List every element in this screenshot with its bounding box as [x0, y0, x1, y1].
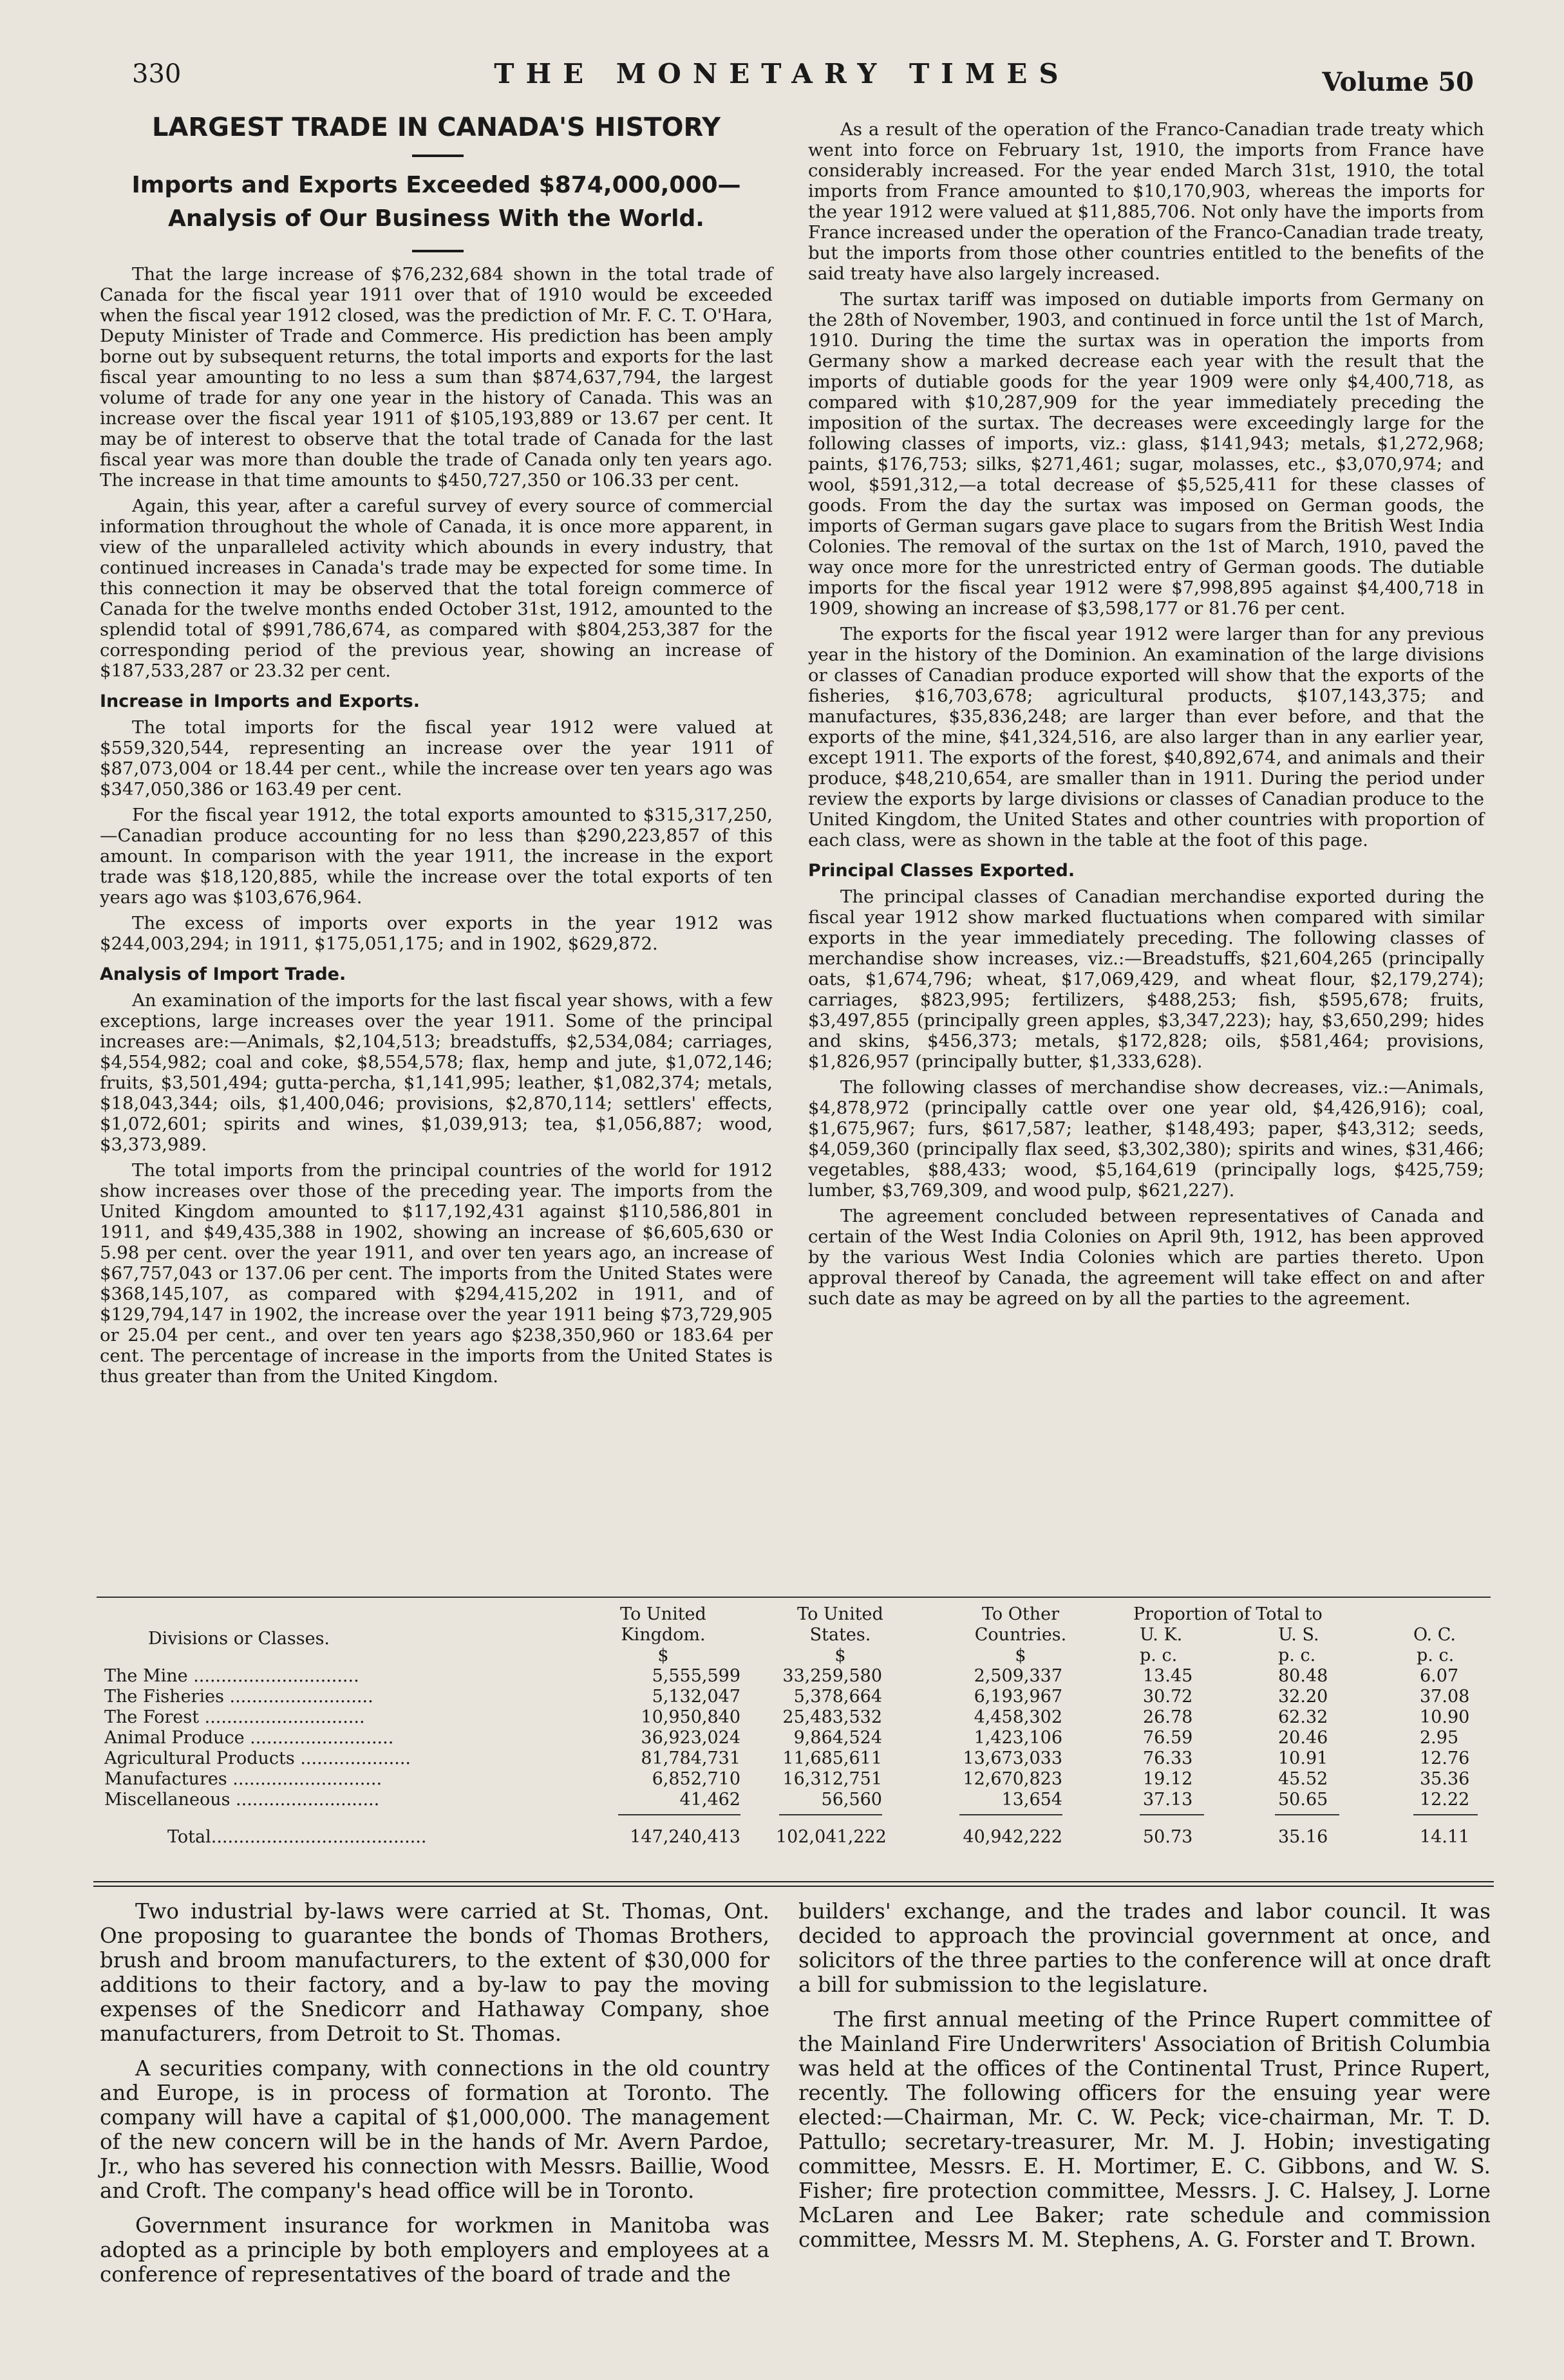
total-us: 102,041,222 — [776, 1827, 887, 1847]
total-label: Total....................................... — [167, 1827, 427, 1847]
row-label: Miscellaneous .......................... — [104, 1790, 380, 1810]
cell-p-uk: 76.59 — [1143, 1728, 1193, 1748]
news-item: Two industrial by-laws were carried at St. Thomas, Ont. One proposing to guarantee the bonds of Thomas Brothers, brush and broom manufacturers, to the extent of $30,000 for additions to their factory, and a by-law to pay the moving expenses of the Snedicorr and Hathaway Company, shoe manufacturers, from Detroit to St. Thomas. — [100, 1899, 769, 2046]
body-paragraph: The agreement concluded between representatives of Canada and certain of the West India Colonies on April 9th, 1912, has been approved by the various West India Colonies which are parties thereto. Upon approval thereof by Canada, the agreement will take effect on and after such date as may be agreed on by all the parties to the agreement. — [808, 1206, 1484, 1309]
total-rule — [779, 1814, 882, 1815]
news-column-left — [100, 1899, 769, 2297]
cell-p-oc: 12.22 — [1420, 1790, 1470, 1810]
total-uk: 147,240,413 — [630, 1827, 740, 1847]
header-divisions: Divisions or Classes. — [148, 1629, 330, 1649]
body-paragraph: The principal classes of Canadian merchandise exported during the fiscal year 1912 show marked fluctuations when compared with similar exports in the year immediately preceding. The following classes of merchandise show increases, viz.:—Breadstuffs, $21,604,265 (principally oats, $1,674,796; wheat, $17,069,429, and wheat flour, $2,179,274); carriages, $823,995; fertilizers, $488,253; fish, $595,678; fruits, $3,497,855 (principally green apples, $3,347,223); hay, $3,650,299; hides and skins, $456,373; metals, $172,828; oils, $581,464; provisions, $1,826,957 (principally butter, $1,333,628). — [808, 886, 1484, 1072]
running-head — [0, 53, 1564, 98]
cell-p-us: 20.46 — [1278, 1728, 1328, 1748]
cell-p-us: 62.32 — [1278, 1707, 1328, 1727]
cell-us: 25,483,532 — [782, 1707, 882, 1727]
body-paragraph: The surtax tariff was imposed on dutiable imports from Germany on the 28th of November, 1903, and continued in force until the 1st of March, 1910. During the time the surtax was in operation the imports from Germany show a marked decrease each year with the result that the imports of dutiable goods for the year 1909 were only $4,400,718, as compared with $10,287,909 for the year immediately preceding the imposition of the surtax. The decreases were exceedingly large for the following classes of imports, viz.: glass, $141,943; metals, $1,272,968; paints, $176,753; silks, $271,461; sugar, molasses, etc., $3,070,974; and wool, $591,312,—a total decrease of $5,525,411 for these classes of goods. From the day the surtax was imposed on German goods, the imports of German sugars gave place to sugars from the British West India Colonies. The removal of the surtax on the 1st of March, 1910, paved the way once more for the unrestricted entry of German goods. The dutiable imports for the fiscal year 1912 were $7,998,895 against $4,400,718 in 1909, showing an increase of $3,598,177 or 81.76 per cent. — [808, 289, 1484, 619]
header-proportion: Proportion of Total to — [1133, 1604, 1323, 1624]
cell-uk: 10,950,840 — [641, 1707, 740, 1727]
unit-us: $ — [834, 1645, 846, 1665]
cell-us: 33,259,580 — [782, 1666, 882, 1686]
cell-p-oc: 10.90 — [1420, 1707, 1470, 1727]
header-uk: To United Kingdom. — [620, 1604, 706, 1645]
journal-title: THE MONETARY TIMES — [494, 58, 1070, 89]
news-item: The first annual meeting of the Prince Rupert committee of the Mainland Fire Underwriters' Association of British Columbia was held at the offices of the Continental Trust, Prince Rupert, recently. The following officers for the ensuing year were elected:—Chairman, Mr. C. W. Peck; vice-chairman, Mr. T. D. Pattullo; secretary-treasurer, Mr. M. J. Hobin; investigating committee, Messrs. E. H. Mortimer, E. C. Gibbons, and W. S. Fisher; fire protection committee, Messrs. J. C. Halsey, J. Lorne McLaren and Lee Baker; rate schedule and commission committee, Messrs M. M. Stephens, A. G. Forster and T. Brown. — [798, 2007, 1491, 2252]
cell-uk: 5,555,599 — [652, 1666, 740, 1686]
body-paragraph: As a result of the operation of the Franco-Canadian trade treaty which went into force on February 1st, 1910, the imports from France have considerably increased. For the year ended March 31st, 1910, the total imports from France amounted to $10,170,903, whereas the imports for the year 1912 were valued at $11,885,706. Not only have the imports from France increased under the operation of the Franco-Canadian trade treaty, but the imports from those other countries entitled to the benefits of the said treaty have also largely increased. — [808, 119, 1484, 284]
exports-by-division-table — [97, 1604, 1491, 1881]
cell-other: 6,193,967 — [974, 1687, 1062, 1707]
article-title: LARGEST TRADE IN CANADA'S HISTORY — [151, 113, 721, 142]
section-heading: Principal Classes Exported. — [808, 861, 1075, 881]
header-p-oc: O. C. — [1413, 1625, 1456, 1645]
cell-p-oc: 2.95 — [1420, 1728, 1459, 1748]
body-paragraph: For the fiscal year 1912, the total exports amounted to $315,317,250,—Canadian produce accounting for no less than $290,223,857 of this amount. In comparison with the year 1911, the increase in the export trade was $18,120,885, while the increase over the total exports of ten years ago was $103,676,964. — [100, 805, 773, 908]
total-p-us: 35.16 — [1278, 1827, 1328, 1847]
body-paragraph: The total imports from the principal countries of the world for 1912 show increases over those of the preceding year. The imports from the United Kingdom amounted to $117,192,431 against $110,586,801 in 1911, and $49,435,388 in 1902, showing an increase of $6,605,630 or 5.98 per cent. over the year 1911, and over ten years ago, an increase of $67,757,043 or 137.06 per cent. The imports from the United States were $368,145,107, as compared with $294,415,202 in 1911, and of $129,794,147 in 1902, the increase over the year 1911 being $73,729,905 or 25.04 per cent., and over ten years ago $238,350,960 or 183.64 per cent. The percentage of increase in the imports from the United States is thus greater than from the United Kingdom. — [100, 1160, 773, 1387]
row-label: Agricultural Products .................... — [104, 1748, 411, 1768]
cell-p-us: 50.65 — [1278, 1790, 1328, 1810]
body-paragraph: The following classes of merchandise show decreases, viz.:—Animals, $4,878,972 (principally cattle over one year old, $4,426,916); coal, $1,675,967; furs, $617,587; leather, $148,493; paper, $43,312; seeds, $4,059,360 (principally flax seed, $3,302,380); spirits and wines, $31,466; vegetables, $88,433; wood, $5,164,619 (principally logs, $425,759; lumber, $3,769,309, and wood pulp, $621,227). — [808, 1077, 1484, 1201]
header-p-uk: U. K. — [1140, 1625, 1183, 1645]
unit-other: $ — [1015, 1645, 1026, 1665]
body-paragraph: The exports for the fiscal year 1912 were larger than for any previous year in the history of the Dominion. An examination of the large divisions or classes of Canadian produce exported will show that the exports of the fisheries, $16,703,678; agricultural products, $107,143,375; and manufactures, $35,836,248; are larger than ever before, and that the exports of the mine, $41,324,516, are also larger than in any earlier year, except 1911. The exports of the forest, $40,892,674, and animals and their produce, $48,210,654, are smaller than in 1911. During the period under review the exports by large divisions or classes of Canadian produce to the United Kingdom, the United States and other countries with proportion of each class, were as shown in the table at the foot of this page. — [808, 624, 1484, 850]
cell-p-uk: 37.13 — [1143, 1790, 1193, 1810]
unit-p-oc: p. c. — [1417, 1645, 1455, 1665]
body-paragraph: The total imports for the fiscal year 1912 were valued at $559,320,544, representing an increase over the year 1911 of $87,073,004 or 18.44 per cent., while the increase over ten years ago was $347,050,386 or 163.49 per cent. — [100, 717, 773, 800]
cell-uk: 81,784,731 — [641, 1748, 740, 1768]
cell-p-us: 32.20 — [1278, 1687, 1328, 1707]
cell-us: 16,312,751 — [782, 1769, 882, 1789]
row-label: Animal Produce .......................... — [104, 1728, 394, 1748]
total-p-oc: 14.11 — [1420, 1827, 1470, 1847]
row-label: The Forest ............................. — [104, 1707, 365, 1727]
total-rule — [618, 1814, 740, 1815]
row-label: The Fisheries .......................... — [104, 1687, 373, 1707]
right-column — [808, 119, 1484, 1314]
unit-uk: $ — [657, 1645, 669, 1665]
news-column-right — [798, 1899, 1491, 2262]
body-paragraph: Again, this year, after a careful survey of every source of commercial information throughout the whole of Canada, it is once more apparent, in view of the unparalleled activity which abounds in every industry, that continued increases in Canada's trade may be expected for some time. In this connection it may be observed that the total foreign commerce of Canada for the twelve months ended October 31st, 1912, amounted to the splendid total of $991,786,674, as compared with $804,253,387 for the corresponding period of the previous year, showing an increase of $187,533,287 or 23.32 per cent. — [100, 496, 773, 681]
cell-p-uk: 26.78 — [1143, 1707, 1193, 1727]
cell-uk: 36,923,024 — [641, 1728, 740, 1748]
cell-other: 12,670,823 — [963, 1769, 1062, 1789]
news-item: builders' exchange, and the trades and labor council. It was decided to approach the provincial government at once, and solicitors of the three parties to the conference will at once draft a bill for submission to the legislature. — [798, 1899, 1491, 1997]
news-item: A securities company, with connections in the old country and Europe, is in process of formation at Toronto. The company will have a capital of $1,000,000. The management of the new concern will be in the hands of Mr. Avern Pardoe, Jr., who has severed his connection with Messrs. Baillie, Wood and Croft. The company's head office will be in Toronto. — [100, 2056, 769, 2203]
cell-uk: 41,462 — [679, 1790, 740, 1810]
section-heading: Increase in Imports and Exports. — [100, 691, 420, 711]
cell-uk: 5,132,047 — [652, 1687, 740, 1707]
body-paragraph: That the large increase of $76,232,684 shown in the total trade of Canada for the fiscal year 1911 over that of 1910 would be exceeded when the fiscal year 1912 closed, was the prediction of Mr. F. C. T. O'Hara, Deputy Minister of Trade and Commerce. His prediction has been amply borne out by subsequent returns, the total imports and exports for the last fiscal year amounting to no less a sum than $874,637,794, the largest volume of trade for any one year in the history of Canada. This was an increase over the fiscal year 1911 of $105,193,889 or 13.67 per cent. It may be of interest to observe that the total trade of Canada for the last fiscal year was more than double the trade of Canada only ten years ago. The increase in that time amounts to $450,727,350 or 106.33 per cent. — [100, 264, 773, 491]
cell-p-uk: 30.72 — [1143, 1687, 1193, 1707]
cell-other: 13,654 — [1001, 1790, 1062, 1810]
cell-us: 11,685,611 — [782, 1748, 882, 1768]
subtitle-rule — [412, 250, 464, 252]
cell-p-oc: 35.36 — [1420, 1769, 1470, 1789]
cell-other: 13,673,033 — [963, 1748, 1062, 1768]
row-label: The Mine .............................. — [104, 1666, 359, 1686]
cell-us: 56,560 — [821, 1790, 882, 1810]
cell-other: 1,423,106 — [974, 1728, 1062, 1748]
cell-uk: 6,852,710 — [652, 1769, 740, 1789]
total-rule — [1275, 1814, 1339, 1815]
unit-p-uk: p. c. — [1140, 1645, 1178, 1665]
cell-us: 9,864,524 — [793, 1728, 882, 1748]
left-column — [100, 264, 773, 1392]
total-p-uk: 50.73 — [1143, 1827, 1193, 1847]
header-other: To Other Countries. — [974, 1604, 1067, 1645]
body-paragraph: The excess of imports over exports in the year 1912 was $244,003,294; in 1911, $175,051,175; and in 1902, $629,872. — [100, 913, 773, 954]
header-us: To United States. — [797, 1604, 883, 1645]
cell-p-us: 10.91 — [1278, 1748, 1328, 1768]
unit-p-us: p. c. — [1278, 1645, 1316, 1665]
cell-us: 5,378,664 — [793, 1687, 882, 1707]
section-divider — [93, 1881, 1494, 1887]
news-item: Government insurance for workmen in Manitoba was adopted as a principle by both employers and employees at a conference of representatives of the board of trade and the — [100, 2213, 769, 2287]
cell-other: 2,509,337 — [974, 1666, 1062, 1686]
total-other: 40,942,222 — [963, 1827, 1062, 1847]
cell-p-uk: 76.33 — [1143, 1748, 1193, 1768]
total-rule — [959, 1814, 1062, 1815]
cell-p-us: 80.48 — [1278, 1666, 1328, 1686]
body-paragraph: An examination of the imports for the last fiscal year shows, with a few exceptions, large increases over the year 1911. Some of the principal increases are:—Animals, $2,104,513; breadstuffs, $2,534,084; carriages, $4,554,982; coal and coke, $8,554,578; flax, hemp and jute, $1,072,146; fruits, $3,501,494; gutta-percha, $1,141,995; leather, $1,082,374; metals, $18,043,344; oils, $1,400,046; provisions, $2,870,114; settlers' effects, $1,072,601; spirits and wines, $1,039,913; tea, $1,056,887; wood, $3,373,989. — [100, 990, 773, 1155]
cell-other: 4,458,302 — [974, 1707, 1062, 1727]
header-p-us: U. S. — [1278, 1625, 1319, 1645]
section-heading: Analysis of Import Trade. — [100, 964, 346, 984]
cell-p-uk: 19.12 — [1143, 1769, 1193, 1789]
cell-p-us: 45.52 — [1278, 1769, 1328, 1789]
page-number: 330 — [132, 59, 182, 89]
title-rule — [412, 155, 464, 157]
cell-p-oc: 12.76 — [1420, 1748, 1470, 1768]
cell-p-uk: 13.45 — [1143, 1666, 1193, 1686]
article-subtitle: Imports and Exports Exceeded $874,000,000—Analysis of Our Business With the World. — [131, 172, 741, 232]
volume-label: Volume 50 — [1322, 67, 1474, 97]
table-top-rule — [97, 1597, 1491, 1598]
cell-p-oc: 37.08 — [1420, 1687, 1470, 1707]
total-rule — [1413, 1814, 1478, 1815]
total-rule — [1140, 1814, 1204, 1815]
row-label: Manufactures ........................... — [104, 1769, 382, 1789]
cell-p-oc: 6.07 — [1420, 1666, 1459, 1686]
